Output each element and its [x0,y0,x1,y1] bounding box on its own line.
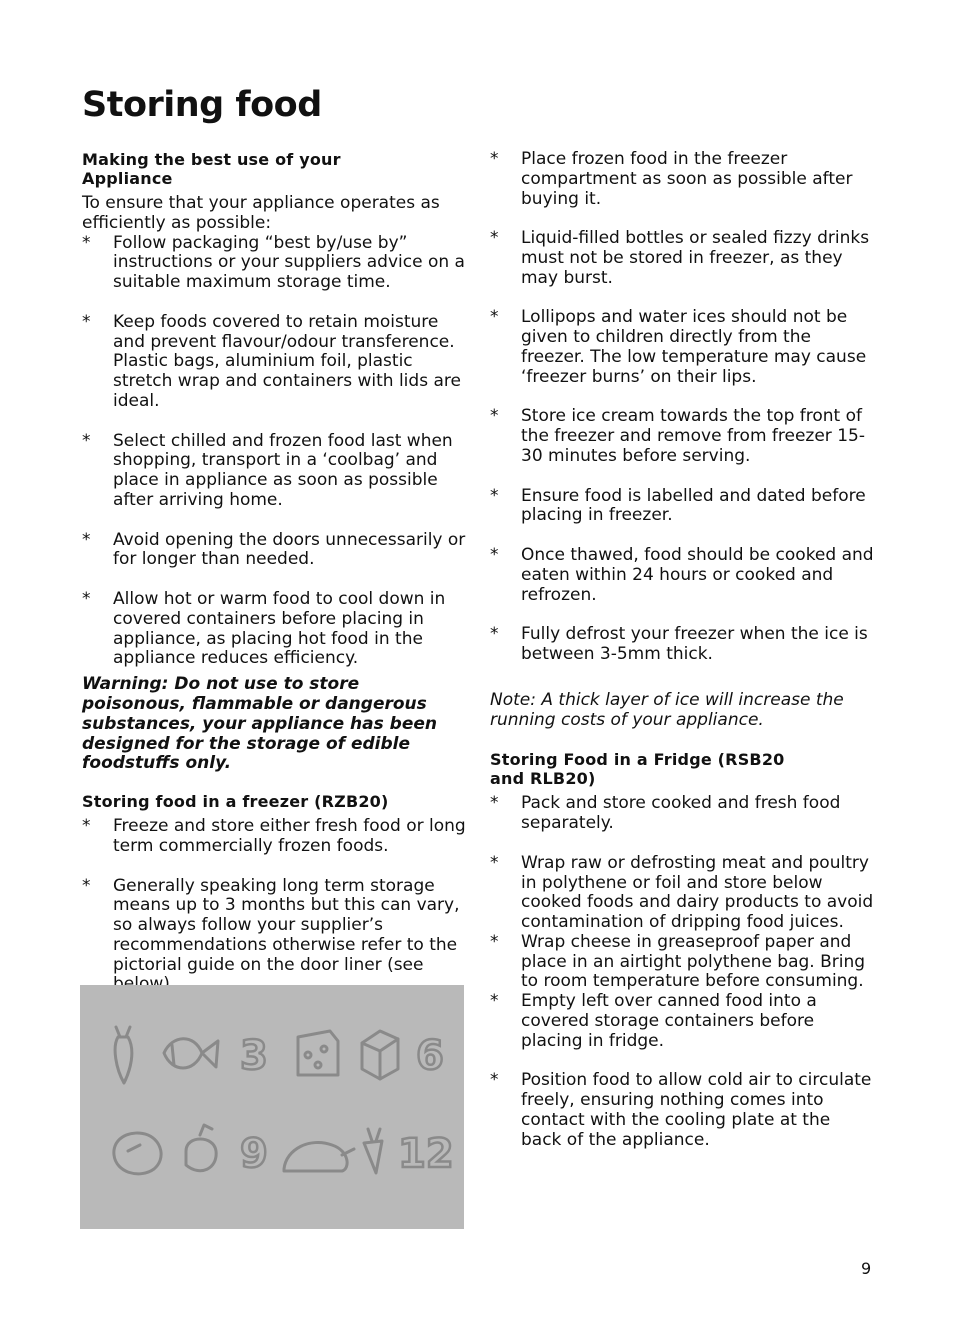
list-item-text: Follow packaging “best by/use by” instructions or your suppliers advice on a suitable maximum storage time. [113,232,465,293]
heading-text: Storing food in a freezer [82,792,309,812]
list-item-text: Freeze and store either fresh food or long term commercially frozen foods. [113,816,466,856]
meat-icon [114,1133,161,1174]
list-item-text: Keep foods covered to retain moisture and prevent flavour/odour transference. Plastic bags, aluminium foil, plastic stretch wrap and containers with lids are ideal. [113,311,461,411]
list-item [490,487,875,527]
poultry-icon [284,1142,354,1171]
list-item-text: Empty left over canned food into a covered storage containers before placing in fridge. [521,991,817,1051]
bullet-star: * [490,931,499,952]
left-column [82,150,467,995]
bullet-star: * [490,544,499,565]
list-item-text: Lollipops and water ices should not be given to children directly from the freezer. The low temperature may cause ‘freezer burns’ on their lips. [521,307,867,387]
section-heading-freezer [82,792,467,811]
list-item-text: Allow hot or warm food to cool down in covered containers before placing in appliance, as placing hot food in the appliance reduces efficiency. [113,588,446,669]
bullet-star: * [490,991,499,1012]
butter-icon [362,1031,398,1079]
list-item-text: Wrap raw or defrosting meat and poultry in polythene or foil and store below cooked foods and dairy products to avoid contamination of dripping food juices. [521,852,874,933]
list-item-text: Avoid opening the doors unnecessarily or for longer than needed. [113,529,466,570]
list-item-text: Pack and store cooked and fresh food separately. [521,793,841,834]
bullet-star: * [82,232,91,253]
vegetable-icon [115,1027,132,1083]
bullet-star: * [82,875,91,896]
bullet-star: * [490,228,499,249]
months-12-label: 12 [398,1131,454,1177]
list-item [82,877,467,996]
list-item-text: Store ice cream towards the top front of the freezer and remove from freezer 15-30 minutes before serving. [521,406,865,466]
bullet-star: * [82,430,91,451]
list-item [82,432,467,511]
list-item [490,407,875,466]
bullet-star: * [490,485,499,506]
warning-text: Warning: Do not use to store poisonous, flammable or dangerous substances, your appliance has been designed for the storage of edible foodstuffs only. [82,674,437,774]
list-item [82,313,467,412]
intro-text: To ensure that your appliance operates as efficiently as possible: [82,193,440,233]
list-item [490,1071,875,1150]
list-item [490,229,875,288]
list-item [490,992,875,1051]
bullet-star: * [490,1070,499,1091]
list-item-text: Fully defrost your freezer when the ice is between 3-5mm thick. [521,624,868,664]
bullet-star: * [490,852,499,873]
bullet-star: * [490,406,499,427]
list-item [490,625,875,665]
cheese-icon [298,1031,338,1075]
section-heading-best-use: Making the best use of your Appliance [82,150,341,188]
carrot-icon [364,1129,382,1173]
list-item-text: Place frozen food in the freezer compartment as soon as possible after buying it. [521,149,853,209]
list-item-text: Generally speaking long term storage means up to 3 months but this can vary, so always follow your supplier’s recommendations otherwise refer to the pictorial guide on the door liner (see [113,875,460,975]
model-code: (RZB20) [314,792,389,812]
list-item-text: Liquid-filled bottles or sealed fizzy drinks must not be stored in freezer, as they may burst. [521,228,870,288]
months-3-label: 3 [240,1033,268,1079]
note-text: Note: A thick layer of ice will increase the running costs of your appliance. [490,689,844,730]
bullet-star: * [82,311,91,332]
list-item [490,933,875,992]
list-item-text: Wrap cheese in greaseproof paper and place in an airtight polythene bag. Bring to room temperature before consuming. [521,931,866,992]
list-item [490,308,875,387]
bullet-star: * [490,149,499,169]
section-heading-fridge: Storing Food in a Fridge (RSB20 and RLB20) [490,750,785,789]
list-item-text: Ensure food is labelled and dated before placing in freezer. [521,485,866,526]
list-item-text: Select chilled and frozen food last when shopping, transport in a ‘coolbag’ and place in appliance as soon as possible after arriving home. [113,430,453,510]
bullet-star: * [82,816,91,837]
bullet-star: * [490,793,499,814]
fish-icon [164,1039,218,1068]
list-item [82,590,467,669]
list-item [490,150,875,209]
list-item-text: Once thawed, food should be cooked and eaten within 24 hours or cooked and refrozen. [521,544,874,605]
list-item [490,546,875,605]
bullet-star: * [82,529,91,550]
list-item-text: Position food to allow cold air to circulate freely, ensuring nothing comes into contact with the cooling plate at the back of the appliance. [521,1070,872,1150]
list-item [82,817,467,857]
fruit-icon [186,1125,216,1171]
guide-embossed-icons [80,985,464,1229]
bullet-star: * [82,588,91,609]
right-column [490,150,875,1151]
pictorial-storage-guide [80,985,464,1229]
months-9-label: 9 [240,1131,268,1177]
list-item [82,531,467,571]
months-6-label: 6 [416,1033,444,1079]
bullet-star: * [490,624,499,645]
list-item [82,234,467,293]
bullet-star: * [490,307,499,328]
page-number: 9 [861,1259,872,1278]
list-item [490,794,875,834]
list-item [490,854,875,933]
page-title: Storing food [82,85,322,125]
